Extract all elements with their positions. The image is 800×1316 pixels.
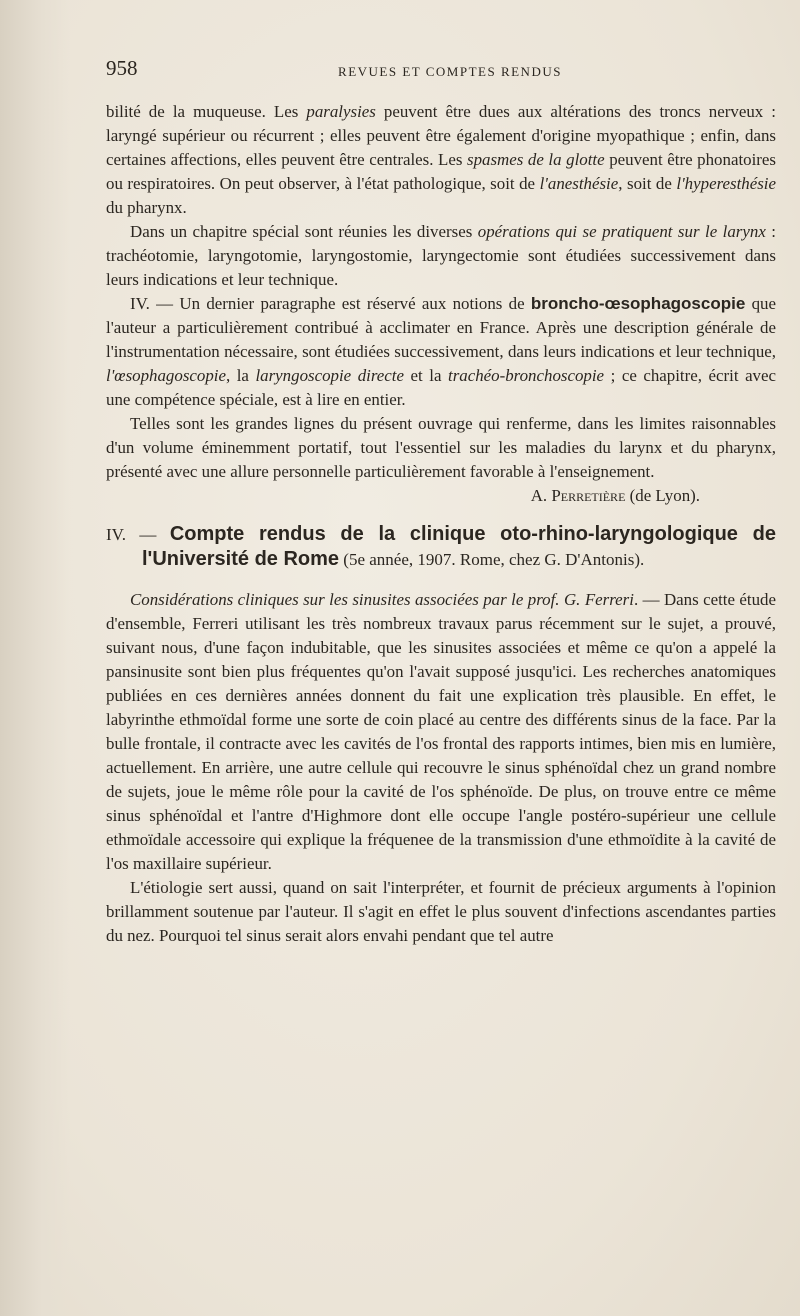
section-detail: (5e année, 1907. Rome, chez G. D'Antonis). bbox=[339, 550, 645, 569]
paragraph-article: Considérations cliniques sur les sinusites associées par le prof. G. Ferreri. — Dans cette étude d'ensemble, Ferreri utilisant les très nombreux travaux parus récemment sur le sujet, a prouvé, suivant nous, d'une façon indubitable, que les sinusites associées et même ce qu'on a appelé la pansinusite sont bien plus fréquentes qu'on l'avait supposé jusqu'ici. Les recherches anatomiques publiées en ces dernières années donnent du fait une explication très plausible. En effet, le labyrinthe ethmoïdal forme une sorte de coin placé au centre des différents sinus de la face. Par la bulle frontale, il contracte avec les cavités de l'os frontal des rapports intimes, bien mis en lumière, actuellement. En arrière, une autre cellule qui recouvre le sinus sphénoïdal chez un grand nombre de sujets, joue le même rôle pour la cavité de l'os sphénoïde. De plus, on trouve entre ce même sinus sphénoïdal et l'antre d'Highmore dont elle occupe l'angle postéro-supérieur une cellule ethmoïdale accessoire qui explique la fréquenee de la transmission d'une ethmoïdite à la cavité de l'os maxillaire supérieur. bbox=[106, 590, 777, 873]
term-broncho-oesophagoscopie: broncho-œsophagoscopie bbox=[530, 294, 746, 313]
term-paralysies: paralysies bbox=[306, 102, 376, 121]
paragraph-bronchoscopy: IV. — Un dernier paragraphe est réservé aux notions de broncho-œsophagoscopie que l'auteur a particulièrement contribué à acclimater en France. Après une description générale de l'instrumentation nécessaire, sont étudiées successivement, dans leurs indications et leur technique, l'œsophagoscopie, la laryngoscopie directe et la trachéo-bronchoscopie ; ce chapitre, écrit avec une compétence spéciale, est à lire en entier. bbox=[106, 294, 776, 409]
body-text bbox=[106, 100, 776, 948]
page-gutter-shadow bbox=[0, 0, 70, 1316]
section-heading bbox=[106, 522, 776, 572]
review-signature: A. Perretière (de Lyon). bbox=[530, 486, 700, 505]
paragraph-operations: Dans un chapitre spécial sont réunies les diverses opérations qui se pratiquent sur le larynx : trachéotomie, laryngotomie, laryngostomie, laryngectomie sont étudiées successivement dans leurs indications et leur technique. bbox=[106, 222, 776, 289]
paragraph-continuation: bilité de la muqueuse. Les paralysies peuvent être dues aux altérations des troncs nerveux : laryngé supérieur ou récurrent ; elles peuvent être également d'origine myopathique ; enfin, dans certaines affections, elles peuvent être centrales. Les spasmes de la glotte peuvent être phonatoires ou respiratoires. On peut observer, à l'état pathologique, soit de l'anesthésie, soit de l'hyperesthésie du pharynx. bbox=[106, 102, 776, 217]
section-title: Compte rendus de la clinique oto-rhino-laryngologique de l'Université de Rome bbox=[142, 523, 776, 570]
paragraph-etiology: L'étiologie sert aussi, quand on sait l'interpréter, et fournit de précieux arguments à l'opinion brillamment soutenue par l'auteur. Il s'agit en effet le plus souvent d'infections ascendantes parties du nez. Pourquoi tel sinus serait alors envahi pendant que tel autre bbox=[106, 878, 776, 945]
section-number: IV. — bbox=[106, 525, 170, 544]
term-spasmes: spasmes de la glotte bbox=[467, 150, 605, 169]
term-operations: opérations qui se pratiquent sur le larynx bbox=[477, 222, 766, 241]
term-oesophagoscopie: l'œsophagoscopie bbox=[106, 366, 226, 385]
term-tracheo-bronchoscopie: trachéo-bronchoscopie bbox=[448, 366, 605, 385]
term-hyperesthesie: l'hyperesthésie bbox=[676, 174, 776, 193]
author-name: Perretière bbox=[551, 486, 626, 505]
paragraph-conclusion: Telles sont les grandes lignes du présent ouvrage qui renferme, dans les limites raisonnables d'un volume éminemment portatif, tout l'essentiel sur les maladies du larynx et du pharynx, présenté avec une allure personnelle particulièrement favorable à l'enseignement. bbox=[106, 414, 776, 481]
article-title: Considérations cliniques sur les sinusites associées par le prof. G. Ferreri bbox=[130, 590, 634, 609]
page-number: 958 bbox=[106, 56, 138, 80]
term-anesthesie: l'anesthésie bbox=[539, 174, 619, 193]
term-laryngoscopie: laryngoscopie directe bbox=[255, 366, 404, 385]
page-header bbox=[106, 56, 706, 86]
running-title: REVUES ET COMPTES RENDUS bbox=[338, 64, 562, 79]
